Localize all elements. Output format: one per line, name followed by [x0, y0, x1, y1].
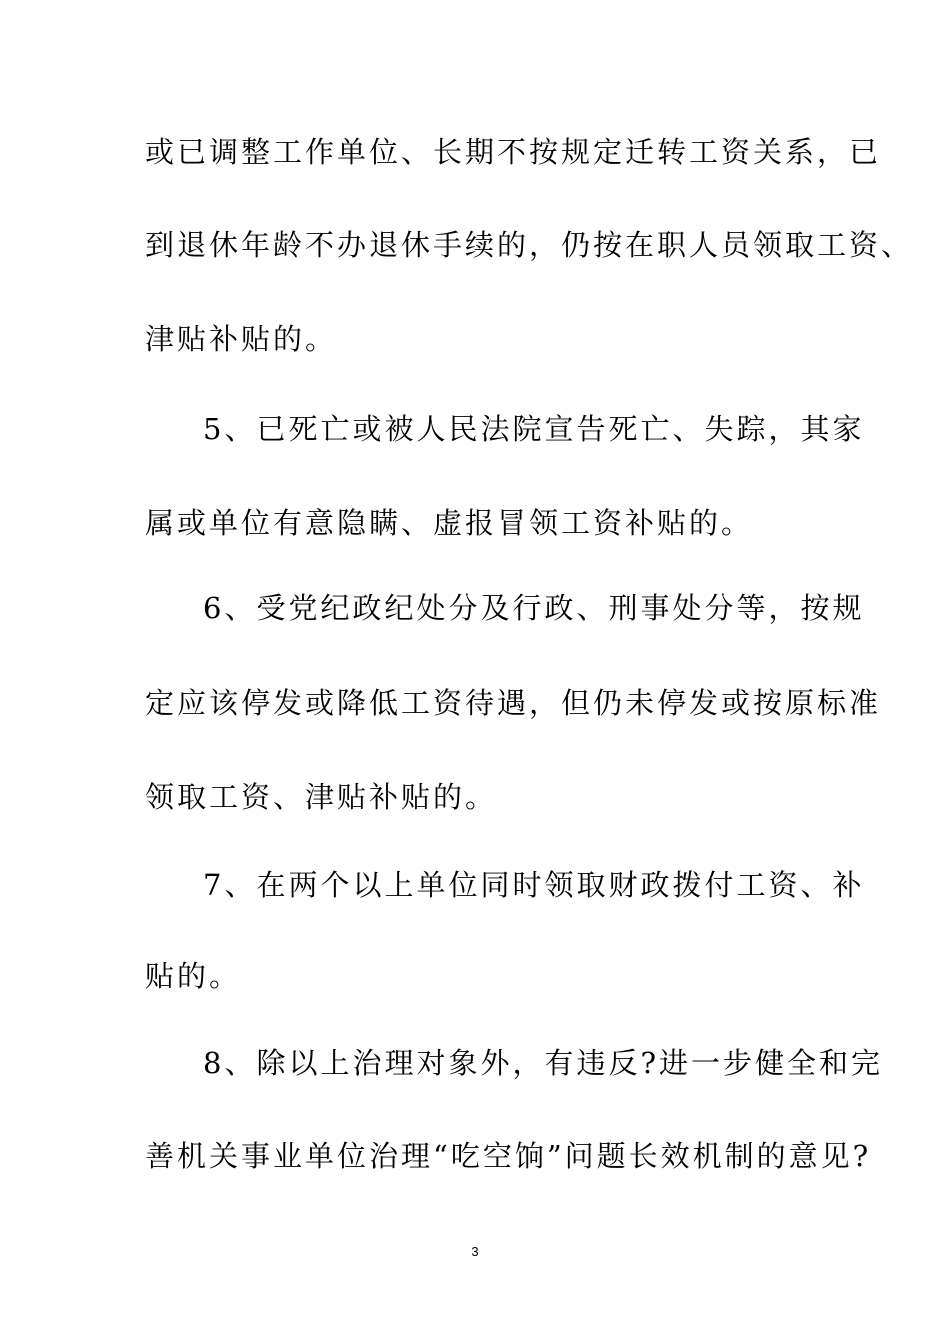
paragraph-line-1: 或已调整工作单位、长期不按规定迁转工资关系，已	[145, 135, 882, 169]
item-8-line-2: 善机关事业单位治理“吃空饷”问题长效机制的意见?	[145, 1139, 872, 1173]
item-7-line-2: 贴的。	[145, 959, 242, 993]
page-number: 3	[471, 1244, 479, 1259]
item-5-line-2: 属或单位有意隐瞒、虚报冒领工资补贴的。	[145, 506, 754, 540]
item-6-line-3: 领取工资、津贴补贴的。	[145, 780, 498, 814]
item-6-line-1: 6、受党纪政纪处分及行政、刑事处分等，按规	[203, 591, 865, 625]
item-7-line-1: 7、在两个以上单位同时领取财政拨付工资、补	[203, 868, 865, 902]
item-5-line-1: 5、已死亡或被人民法院宣告死亡、失踪，其家	[203, 412, 865, 446]
paragraph-line-2: 到退休年龄不办退休手续的，仍按在职人员领取工资、	[145, 228, 914, 262]
paragraph-line-3: 津贴补贴的。	[145, 322, 338, 356]
item-8-line-1: 8、除以上治理对象外，有违反?进一步健全和完	[203, 1046, 883, 1080]
item-6-line-2: 定应该停发或降低工资待遇，但仍未停发或按原标准	[145, 686, 882, 720]
